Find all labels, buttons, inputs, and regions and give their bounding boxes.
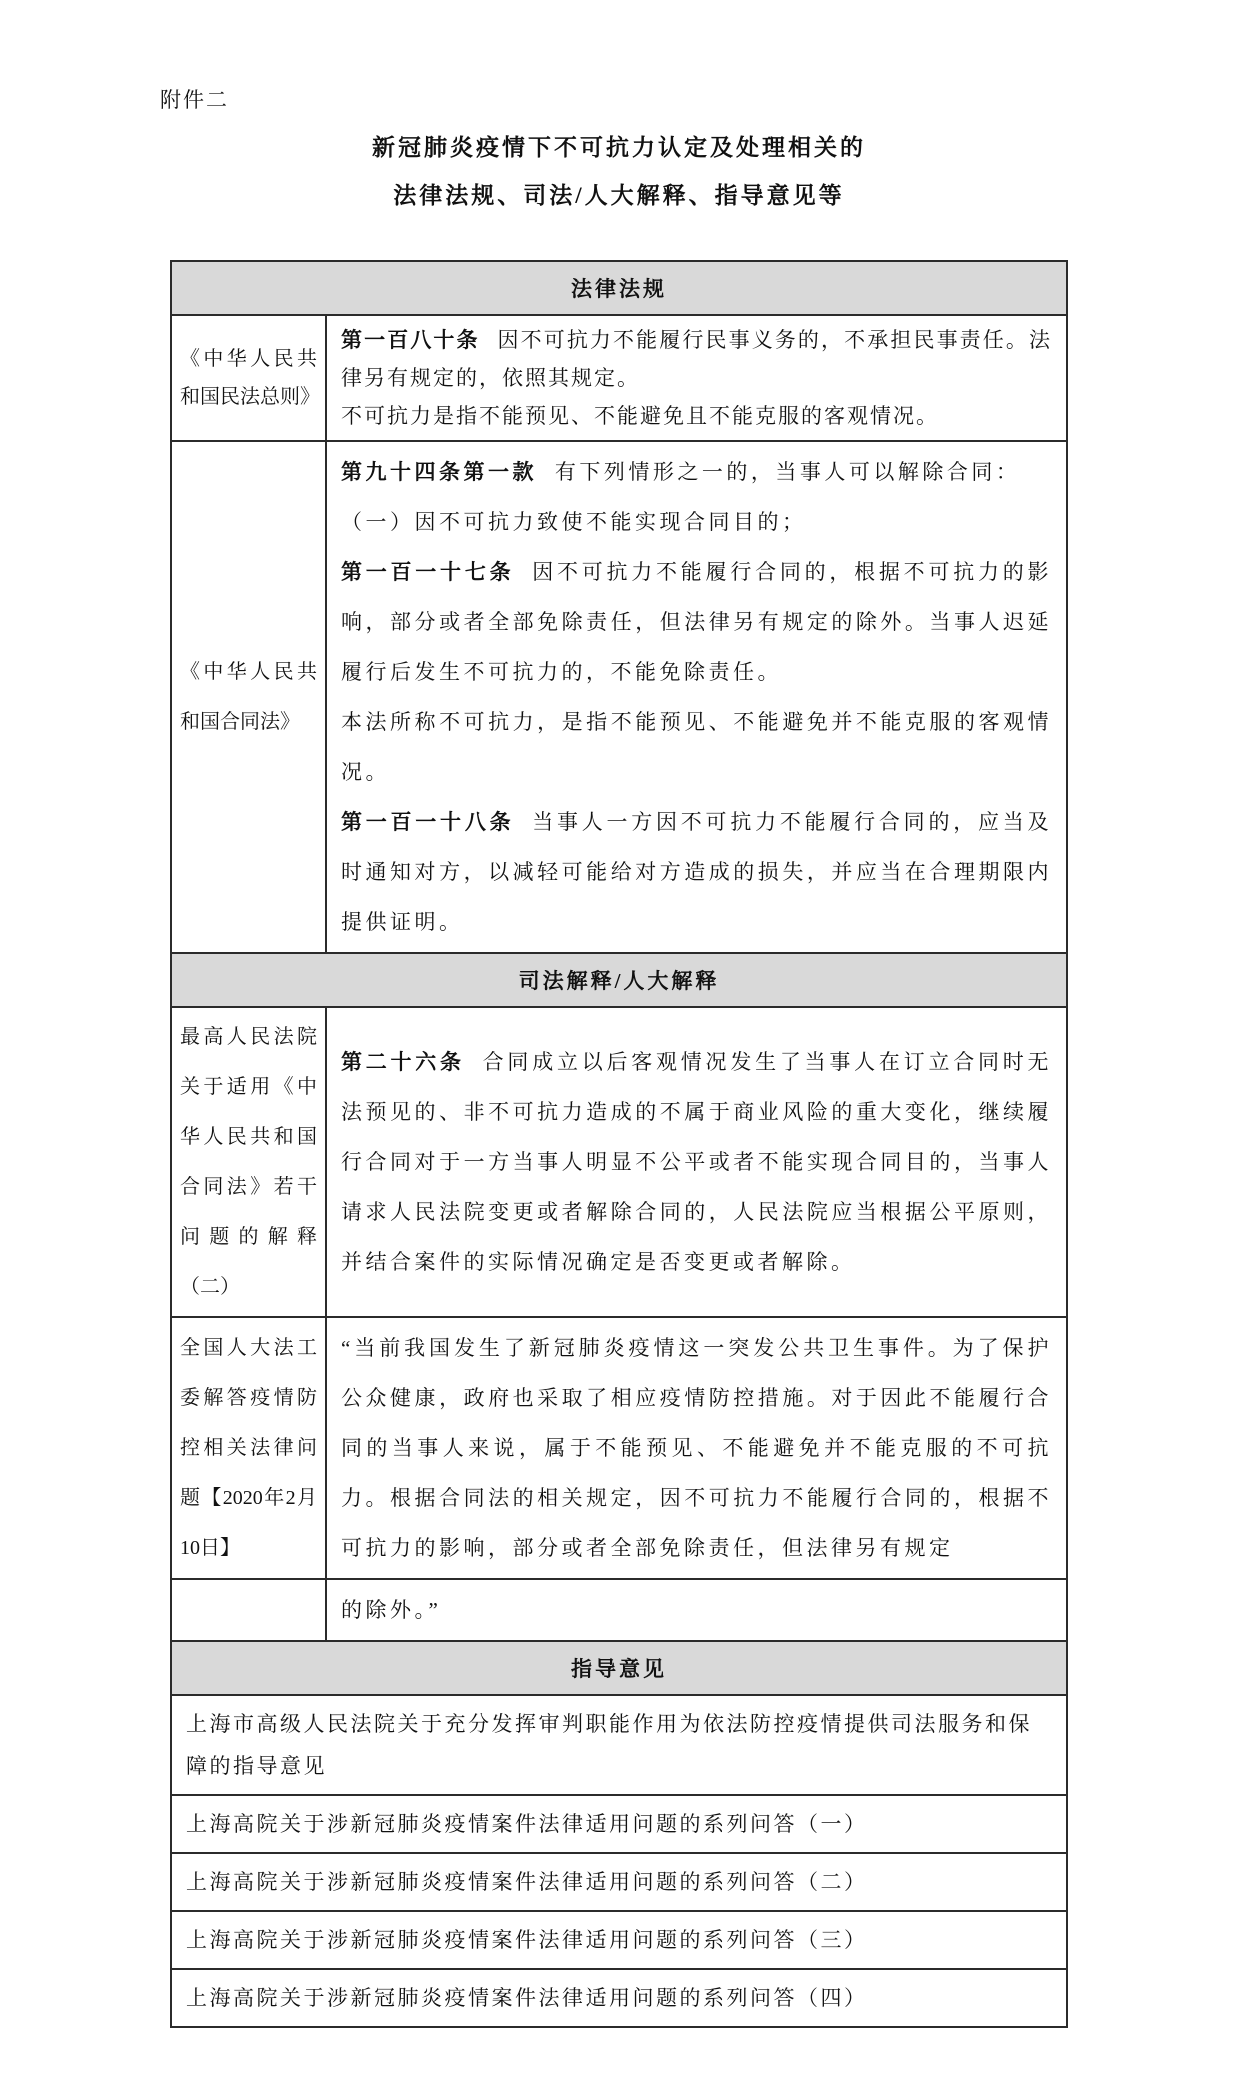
provision-paragraph	[341, 1037, 1052, 1287]
article-number: 第九十四条第一款	[341, 460, 537, 484]
guidance-item: 上海市高级人民法院关于充分发挥审判职能作用为依法防控疫情提供司法服务和保障的指导意见	[171, 1695, 1067, 1795]
provision-paragraph	[341, 321, 1052, 397]
provision-paragraph	[341, 397, 1052, 435]
section-header-laws-label: 法律法规	[171, 261, 1067, 315]
table-row-civil-law	[171, 315, 1067, 441]
provision-paragraph	[341, 447, 1052, 497]
article-number: 第一百八十条	[341, 328, 480, 352]
guidance-item: 上海高院关于涉新冠肺炎疫情案件法律适用问题的系列问答（二）	[171, 1853, 1067, 1911]
article-text: 因不可抗力不能履行合同的，根据不可抗力的影响，部分或者全部免除责任，但法律另有规定的除外。当事人迟延履行后发生不可抗力的，不能免除责任。	[341, 560, 1053, 684]
provision-cell-npc-reply-continued	[326, 1579, 1067, 1641]
table-row-guidance-1	[171, 1795, 1067, 1853]
guidance-item: 上海高院关于涉新冠肺炎疫情案件法律适用问题的系列问答（三）	[171, 1911, 1067, 1969]
section-header-guidance	[171, 1641, 1067, 1695]
document-title	[170, 124, 1068, 220]
article-text: 当事人一方因不可抗力不能履行合同的，应当及时通知对方，以减轻可能给对方造成的损失，并应当在合理期限内提供证明。	[341, 810, 1053, 934]
provision-paragraph	[341, 797, 1052, 947]
provision-cell-npc-reply	[326, 1317, 1067, 1579]
source-cell-npc-reply: 全国人大法工委解答疫情防控相关法律问题【2020年2月10日】	[171, 1317, 326, 1579]
article-text: 不可抗力是指不能预见、不能避免且不能克服的客观情况。	[341, 404, 939, 428]
article-number: 第一百一十七条	[341, 560, 515, 584]
attachment-label: 附件二	[160, 88, 229, 112]
article-number: 第二十六条	[341, 1050, 465, 1074]
provision-paragraph	[341, 497, 1052, 547]
table-row-contract-law	[171, 441, 1067, 953]
legal-reference-table	[170, 260, 1068, 2028]
document-title-line2: 法律法规、司法/人大解释、指导意见等	[393, 183, 845, 208]
table-row-supreme-court-interpretation	[171, 1007, 1067, 1317]
source-cell-empty	[171, 1579, 326, 1641]
table-row-guidance-4	[171, 1969, 1067, 2027]
article-text: 合同成立以后客观情况发生了当事人在订立合同时无法预见的、非不可抗力造成的不属于商业风险的重大变化，继续履行合同对于一方当事人明显不公平或者不能实现合同目的，当事人请求人民法院变更或者解除合同的，人民法院应当根据公平原则，并结合案件的实际情况确定是否变更或者解除。	[341, 1050, 1053, 1274]
table-row-guidance-3	[171, 1911, 1067, 1969]
provision-cell-civil-law	[326, 315, 1067, 441]
table-row-guidance-0	[171, 1695, 1067, 1795]
article-number: 第一百一十八条	[341, 810, 515, 834]
article-text: 因不可抗力不能履行民事义务的，不承担民事责任。法律另有规定的，依照其规定。	[341, 328, 1053, 390]
article-text: 有下列情形之一的，当事人可以解除合同：	[554, 460, 1021, 484]
section-header-interpretations-label: 司法解释/人大解释	[171, 953, 1067, 1007]
article-text: （一）因不可抗力致使不能实现合同目的；	[341, 510, 807, 534]
provision-paragraph	[341, 547, 1052, 697]
provision-paragraph	[341, 697, 1052, 797]
section-header-laws	[171, 261, 1067, 315]
section-header-guidance-label: 指导意见	[171, 1641, 1067, 1695]
provision-cell-contract-law	[326, 441, 1067, 953]
section-header-interpretations	[171, 953, 1067, 1007]
table-row-npc-reply	[171, 1317, 1067, 1579]
provision-paragraph	[341, 1585, 1052, 1635]
document-title-line1: 新冠肺炎疫情下不可抗力认定及处理相关的	[372, 135, 866, 160]
table-row-guidance-2	[171, 1853, 1067, 1911]
provision-paragraph	[341, 1323, 1052, 1573]
table-row-npc-reply-continued	[171, 1579, 1067, 1641]
source-cell-supreme-court: 最高人民法院关于适用《中华人民共和国合同法》若干问题的解释（二）	[171, 1007, 326, 1317]
article-text: “当前我国发生了新冠肺炎疫情这一突发公共卫生事件。为了保护公众健康，政府也采取了相应疫情防控措施。对于因此不能履行合同的当事人来说，属于不能预见、不能避免并不能克服的不可抗力。根据合同法的相关规定，因不可抗力不能履行合同的，根据不可抗力的影响，部分或者全部免除责任，但法律另有规定	[341, 1336, 1052, 1560]
article-text: 本法所称不可抗力，是指不能预见、不能避免并不能克服的客观情况。	[341, 710, 1052, 784]
source-cell-contract-law: 《中华人民共和国合同法》	[171, 441, 326, 953]
provision-cell-supreme-court	[326, 1007, 1067, 1317]
guidance-item: 上海高院关于涉新冠肺炎疫情案件法律适用问题的系列问答（四）	[171, 1969, 1067, 2027]
guidance-item: 上海高院关于涉新冠肺炎疫情案件法律适用问题的系列问答（一）	[171, 1795, 1067, 1853]
source-cell-civil-law: 《中华人民共和国民法总则》	[171, 315, 326, 441]
article-text: 的除外。”	[341, 1598, 442, 1622]
